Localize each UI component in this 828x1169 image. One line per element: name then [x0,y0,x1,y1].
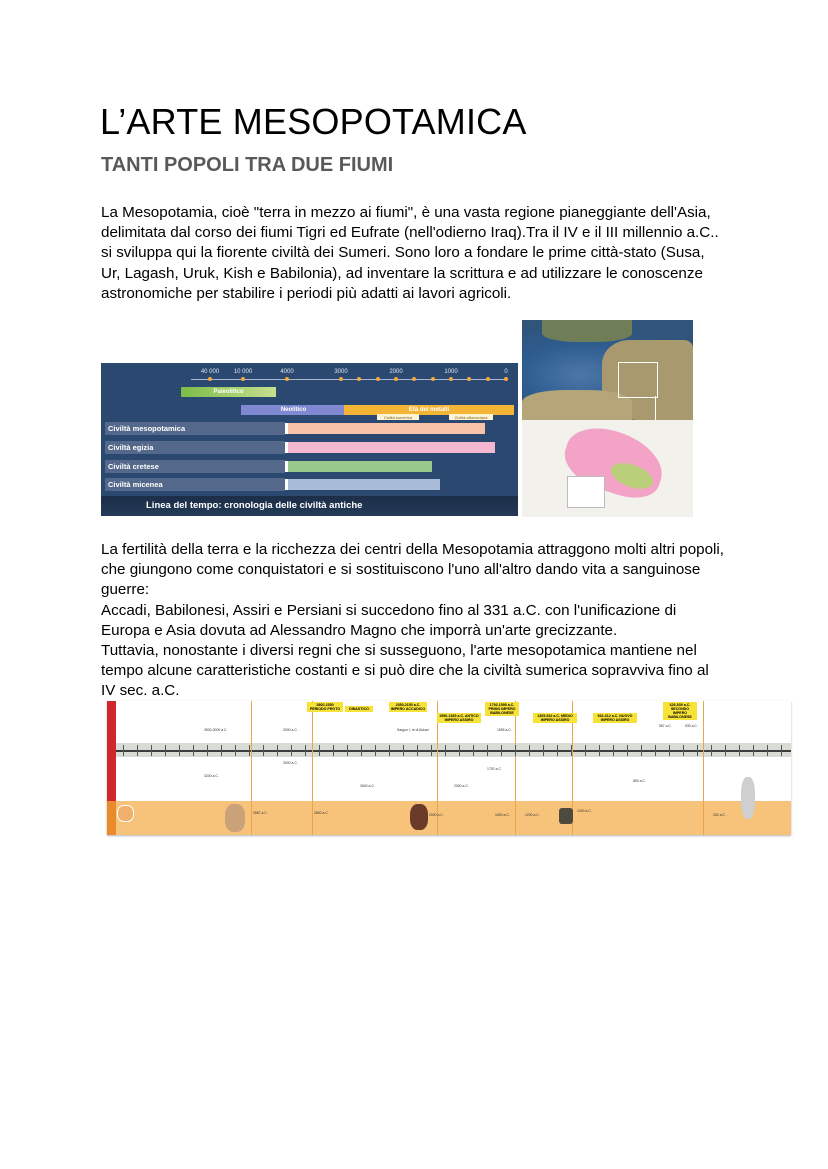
row-label: Civiltà cretese [105,460,285,473]
axis-tick [753,745,754,756]
axis-tick [431,745,432,756]
timeline-scale [101,363,518,381]
band-rame: Civiltà sumerica [377,414,419,420]
axis-tick [613,745,614,756]
mesopotamia-map-image [522,320,693,517]
axis-tick [529,745,530,756]
row-label: Civiltà micenea [105,478,285,491]
event-note: 2000 a.C. [454,784,469,788]
axis-tick [571,745,572,756]
axis-tick [599,745,600,756]
mesopotamian-timeline-image [107,701,791,835]
event-note: 3000 a.C. [283,728,298,732]
event-note: 2600 a.C. [360,784,375,788]
event-note: 850 a.C. [633,779,646,783]
axis-tick [319,745,320,756]
axis-tick [697,745,698,756]
axis-tick [487,745,488,756]
axis-tick [711,745,712,756]
axis-tick [165,745,166,756]
axis-tick [641,745,642,756]
axis-tick [585,745,586,756]
period-label: 932-612 a.C. NUOVO IMPERO ASSIRO [593,713,637,723]
period-label: 1792-1595 a.C. PRIMO IMPERO BABILONESE [485,702,519,716]
row-micenea [105,478,485,491]
scale-tick: 3000 [334,369,348,375]
axis-tick [669,745,670,756]
event-note: 3500-3000 a.C. [204,728,228,732]
scale-tick: 4000 [280,369,294,375]
axis-tick [557,745,558,756]
axis-tick [445,745,446,756]
sumerian-head-image [225,804,245,832]
row-cretese [105,460,485,473]
event-note: 539 a.C. [685,724,698,728]
axis-tick [725,745,726,756]
row-mesopotamica [105,422,485,435]
axis-tick [263,745,264,756]
period-label: 626-539 a.C. SECONDO IMPERO BABILONESE [663,702,697,720]
axis-tick [767,745,768,756]
band-eta-metalli: Età dei metalli [344,405,514,415]
row-label: Civiltà egizia [105,441,285,454]
scale-tick: 1000 [444,369,458,375]
scale-tick: 10 000 [233,369,253,375]
axis-tick [207,745,208,756]
axis-tick [403,745,404,756]
row-egizia [105,441,485,454]
event-note: 332 a.C. [713,813,726,817]
axis-tick [459,745,460,756]
history-paragraph: La fertilità della terra e la ricchezza dei centri della Mesopotamia attraggono molti altri popoli, che giungono come conquistatori e si sostituiscono l'uno all'altro dando vita a sanguinose guerre: Accadi, Babilonesi, Assiri e Persiani si succedono fino al 331 a.C. con l'unificazione di Europa e Asia dovuta ad Alessandro Magno che imporrà un'arte grecizzante. Tuttavia, nonostante i diversi regni che si susseguono, l'arte mesopotamica mantiene nel tempo alcune caratteristiche costanti e si può dire che la civiltà sumerica sopravviva fino al IV sec. a.C. [101,541,725,700]
axis-tick [179,745,180,756]
art-band-emblem [117,805,134,822]
period-label: 1365-932 a.C. MEDIO IMPERO ASSIRO [533,713,577,723]
scale-tick: 0 [504,369,508,375]
axis-tick [333,745,334,756]
axis-tick [473,745,474,756]
event-note: 2800 a.C. [314,811,329,815]
period-label: 2350-2150 a.C. IMPERO ACCADICO [390,703,426,711]
axis-tick [235,745,236,756]
axis-tick [417,745,418,756]
axis-tick [515,745,516,756]
band-neolitico: Neolitico [241,405,346,415]
axis-tick [543,745,544,756]
statue-image [741,777,755,819]
event-note: 3000 a.C. [283,761,298,765]
zoom-frame [618,362,658,398]
event-note: 587 a.C. [659,724,672,728]
cuneiform-sign-image [559,808,573,824]
timeline-art-band [116,801,791,835]
timeline-caption: Linea del tempo: cronologia delle civiltà antiche [101,496,518,516]
page-title: L’ARTE MESOPOTAMICA [100,101,527,142]
event-note: 2587 a.C. [253,811,268,815]
axis-tick [137,745,138,756]
axis-tick [627,745,628,756]
page-subtitle: TANTI POPOLI TRA DUE FIUMI [101,154,394,176]
axis-tick [151,745,152,756]
band-ferro: Civiltà villanoviana [449,414,493,420]
axis-tick [501,745,502,756]
event-note: 1600 a.C. [495,813,510,817]
event-note: 1200 a.C. [525,813,540,817]
band-paleolitico: Paleolitico [181,387,276,397]
event-note: 3200 a.C. [204,774,219,778]
row-label: Civiltà mesopotamica [105,422,285,435]
period-label: 2800-2350 PERIODO PROTO [307,702,343,712]
axis-tick [739,745,740,756]
axis-tick [375,745,376,756]
axis-tick [193,745,194,756]
period-label: 1950-1365 a.C. ANTICO IMPERO ASSIRO [437,713,481,723]
scale-tick: 2000 [389,369,403,375]
event-note: 1000 a.C. [577,809,592,813]
timeline-civilizations-image [101,363,518,516]
axis-tick [683,745,684,756]
axis-tick [389,745,390,756]
axis-tick [347,745,348,756]
event-note: 1595 a.C. [497,728,512,732]
event-note: 1792 a.C. [487,767,502,771]
intro-paragraph: La Mesopotamia, cioè "terra in mezzo ai fiumi", è una vasta regione pianeggiante dell'Asia, delimitata dal corso dei fiumi Tigri ed Eufrate (nell'odierno Iraq).Tra il IV e il III millennio a.C.. si sviluppa qui la fiorente civiltà dei Sumeri. Sono loro a fondare le prime città-stato (Susa, Ur, Lagash, Uruk, Kish e Babilonia), ad inventare la scrittura e ad utilizzare le conoscenze astronomiche per stabilire i periodi più adatti ai lavori agricoli. [101,204,719,302]
axis-tick [249,745,250,756]
axis-tick [305,745,306,756]
axis-tick [123,745,124,756]
timeline-axis [116,750,791,752]
axis-tick [361,745,362,756]
axis-tick [655,745,656,756]
event-note: Sargon I, re di Akkad [397,728,429,732]
axis-tick [781,745,782,756]
axis-tick [291,745,292,756]
period-label: DINASTICO [345,706,373,712]
map-legend [567,476,605,508]
axis-tick [277,745,278,756]
axis-tick [221,745,222,756]
bull-lyre-image [410,804,428,830]
scale-tick: 40 000 [200,369,220,375]
event-note: 2000 a.C. [429,813,444,817]
